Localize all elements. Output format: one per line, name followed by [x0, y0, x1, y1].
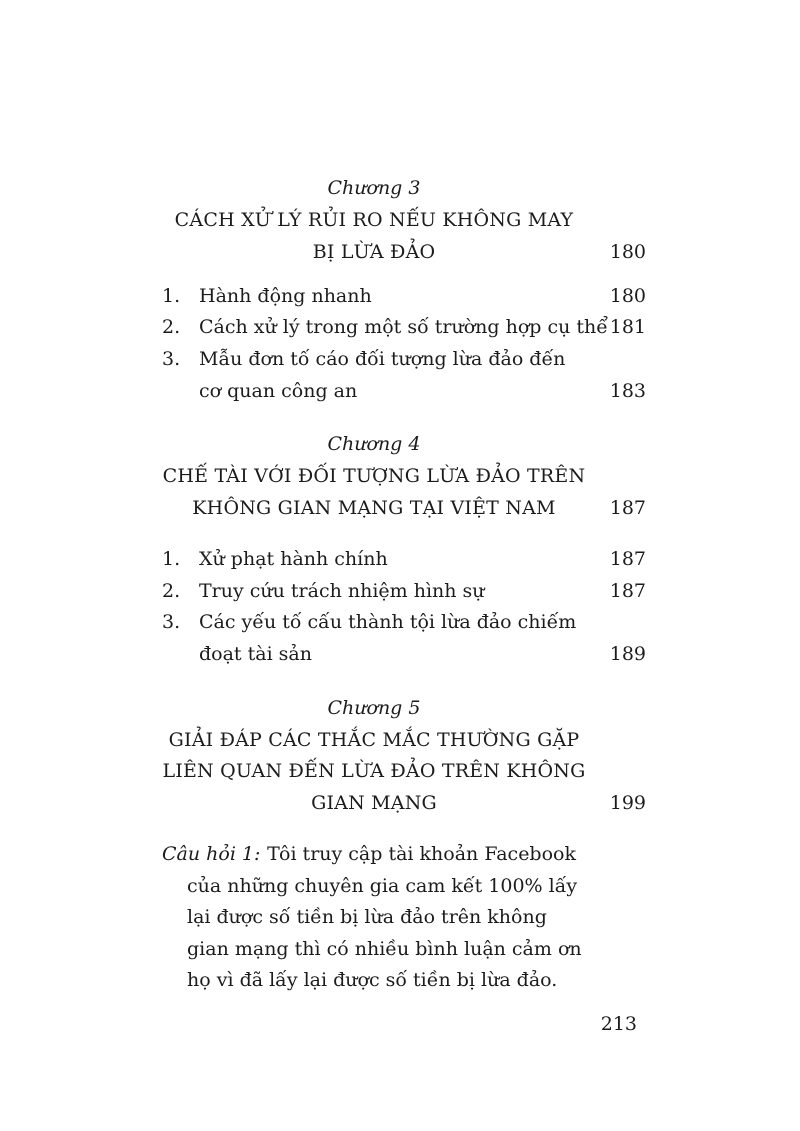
chapter-5-label: Chương 5	[327, 697, 421, 719]
chapter-5-heading-line-1: GIẢI ĐÁP CÁC THẮC MẮC THƯỜNG GẶP	[168, 729, 580, 751]
chapter-5-heading-line-3: GIAN MẠNG	[311, 792, 437, 814]
toc-item-title: Cách xử lý trong một số trường hợp cụ thể	[199, 316, 608, 338]
toc-item-title-continued: đoạt tài sản	[199, 643, 312, 665]
toc-item-page: 187	[609, 548, 646, 570]
toc-item-page: 183	[609, 380, 646, 402]
chapter-3-heading-line-2: BỊ LỪA ĐẢO	[312, 241, 436, 263]
chapter-5-page: 199	[609, 792, 646, 814]
toc-item-title-continued: cơ quan công an	[199, 380, 358, 402]
chapter-5-heading-line-2: LIÊN QUAN ĐẾN LỪA ĐẢO TRÊN KHÔNG	[162, 760, 586, 782]
toc-item-title: Hành động nhanh	[199, 285, 372, 307]
toc-item-title: Các yếu tố cấu thành tội lừa đảo chiếm	[199, 611, 577, 633]
page-number: 213	[600, 1013, 637, 1035]
toc-item-number: 2.	[162, 580, 181, 602]
toc-item-number: 1.	[162, 548, 181, 570]
toc-item-title: Truy cứu trách nhiệm hình sự	[199, 580, 485, 602]
toc-item-number: 1.	[162, 285, 181, 307]
chapter-4-label: Chương 4	[327, 433, 421, 455]
question-label: Câu hỏi 1:	[162, 843, 261, 865]
toc-item-page: 189	[609, 643, 646, 665]
chapter-4-page: 187	[609, 497, 646, 519]
chapter-3-heading-line-1: CÁCH XỬ LÝ RỦI RO NẾU KHÔNG MAY	[174, 209, 574, 231]
toc-item-page: 181	[609, 316, 646, 338]
toc-item-page: 187	[609, 580, 646, 602]
chapter-3-label: Chương 3	[327, 177, 421, 199]
chapter-4-heading-line-2: KHÔNG GIAN MẠNG TẠI VIỆT NAM	[192, 497, 556, 519]
chapter-3-page: 180	[609, 241, 646, 263]
question-text-line: của những chuyên gia cam kết 100% lấy	[187, 875, 578, 897]
question-text-line: họ vì đã lấy lại được số tiền bị lừa đảo.	[187, 969, 558, 991]
question-text-line: Tôi truy cập tài khoản Facebook	[267, 843, 576, 865]
toc-item-page: 180	[609, 285, 646, 307]
toc-item-number: 3.	[162, 611, 181, 633]
question-first-line	[162, 843, 576, 865]
toc-item-title: Mẫu đơn tố cáo đối tượng lừa đảo đến	[199, 348, 566, 370]
toc-item-number: 2.	[162, 316, 181, 338]
toc-item-title: Xử phạt hành chính	[199, 548, 388, 570]
toc-item-number: 3.	[162, 348, 181, 370]
chapter-4-heading-line-1: CHẾ TÀI VỚI ĐỐI TƯỢNG LỪA ĐẢO TRÊN	[162, 465, 586, 487]
question-text-line: lại được số tiền bị lừa đảo trên không	[187, 906, 547, 928]
question-text-line: gian mạng thì có nhiều bình luận cảm ơn	[187, 938, 582, 960]
